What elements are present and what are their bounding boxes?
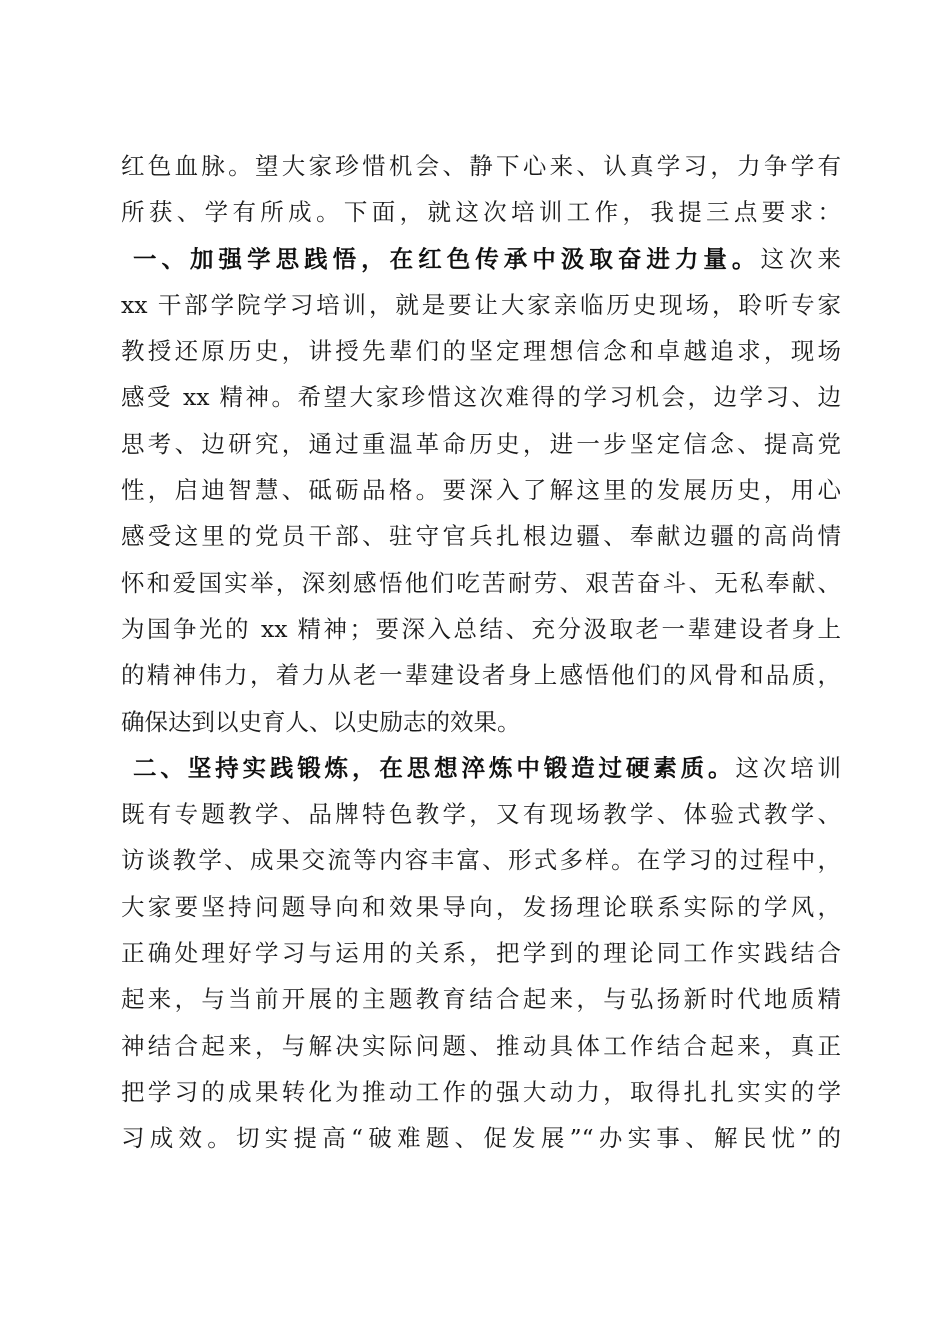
body-text (121, 143, 841, 1162)
text-line (121, 143, 841, 189)
text-line (121, 652, 841, 698)
line-text: 红色血脉。望大家珍惜机会、静下心来、认真学习，力争学有 (121, 152, 841, 180)
text-line (121, 606, 841, 652)
line-text: 神结合起来，与解决实际问题、推动具体工作结合起来，真正 (121, 1031, 841, 1060)
text-line (121, 699, 841, 745)
line-text: 这次来 (760, 244, 842, 273)
line-text: 正确处理好学习与运用的关系，把学到的理论同工作实践结合 (121, 939, 841, 968)
line-text: 教授还原历史，讲授先辈们的坚定理想信念和卓越追求，现场 (121, 337, 841, 366)
text-line (121, 421, 841, 467)
line-text: 所获、学有所成。下面，就这次培训工作，我提三点要求： (121, 198, 841, 227)
line-text: 感受这里的党员干部、驻守官兵扎根边疆、奉献边疆的高尚情 (121, 522, 841, 551)
line-text: xx 干部学院学习培训，就是要让大家亲临历史现场，聆听专家 (121, 290, 841, 319)
line-text: 把学习的成果转化为推动工作的强大动力，取得扎扎实实的学 (121, 1077, 841, 1106)
section-heading-2: 二、坚持实践锻炼，在思想淬炼中锻造过硬素质。 (133, 753, 736, 782)
text-line (121, 976, 841, 1022)
section-heading-1: 一、加强学思践悟，在红色传承中汲取奋进力量。 (133, 244, 761, 273)
text-line (121, 1069, 841, 1115)
line-text: 的精神伟力，着力从老一辈建设者身上感悟他们的风骨和品质， (121, 661, 841, 690)
line-text: 大家要坚持问题导向和效果导向，发扬理论联系实际的学风， (121, 892, 841, 921)
text-line (121, 930, 841, 976)
section-heading-line (121, 745, 841, 791)
text-line (121, 189, 841, 235)
line-text: 性，启迪智慧、砥砺品格。要深入了解这里的发展历史，用心 (121, 476, 841, 505)
line-text: 起来，与当前开展的主题教育结合起来，与弘扬新时代地质精 (121, 985, 841, 1014)
line-text: 为国争光的 xx 精神；要深入总结、充分汲取老一辈建设者身上 (121, 614, 841, 643)
line-text: 既有专题教学、品牌特色教学，又有现场教学、体验式教学、 (121, 800, 841, 829)
text-line (121, 837, 841, 883)
line-text: 这次培训 (735, 753, 841, 782)
line-text: 感受 xx 精神。希望大家珍惜这次难得的学习机会，边学习、边 (121, 383, 841, 412)
text-line (121, 791, 841, 837)
text-line (121, 374, 841, 420)
text-line (121, 560, 841, 606)
line-text: 确保达到以史育人、以史励志的效果。 (121, 707, 521, 736)
text-line (121, 513, 841, 559)
text-line (121, 282, 841, 328)
text-line (121, 467, 841, 513)
line-text: 怀和爱国实举，深刻感悟他们吃苦耐劳、艰苦奋斗、无私奉献、 (121, 568, 841, 597)
text-line (121, 1023, 841, 1069)
section-heading-line (121, 236, 841, 282)
text-line (121, 328, 841, 374)
text-line (121, 884, 841, 930)
line-text: 习成效。切实提高“破难题、促发展”“办实事、解民忧”的 (121, 1124, 841, 1153)
line-text: 思考、边研究，通过重温革命历史，进一步坚定信念、提高党 (121, 429, 841, 458)
text-line (121, 1115, 841, 1161)
line-text: 访谈教学、成果交流等内容丰富、形式多样。在学习的过程中， (121, 846, 841, 875)
